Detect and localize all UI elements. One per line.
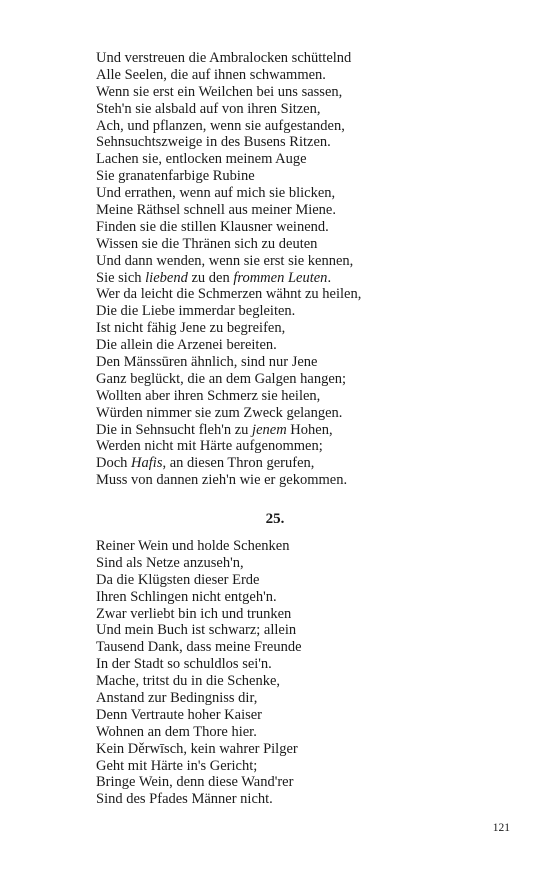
- line-text: Sind als Netze anzuseh'n,: [96, 554, 244, 571]
- line-text: Ihren Schlingen nicht entgeh'n.: [96, 588, 277, 605]
- poem-line: [96, 472, 496, 489]
- line-text: Mache, tritst du in die Schenke,: [96, 673, 281, 690]
- poem-line: [96, 758, 496, 775]
- poem-number: 25.: [265, 511, 285, 527]
- poem-line: [96, 555, 496, 572]
- line-text: Die in Sehnsucht fleh'n zu: [96, 421, 253, 438]
- line-text: Wer da leicht die Schmerzen wähnt zu heilen,: [96, 286, 362, 303]
- line-text: Wenn sie erst ein Weilchen bei uns sassen,: [96, 83, 343, 100]
- line-text: Sind des Pfades Männer nicht.: [96, 791, 273, 808]
- line-text: zu den: [187, 269, 234, 286]
- poem-line: [96, 253, 496, 270]
- line-text: Anstand zur Bedingniss dir,: [96, 690, 258, 707]
- line-text: Den Mänssūren ähnlich, sind nur Jene: [96, 354, 318, 371]
- poem-line: [96, 320, 496, 337]
- poem-line: [96, 371, 496, 388]
- line-text: Doch: [96, 455, 132, 472]
- poem-line: [96, 118, 496, 135]
- poem-line: [96, 707, 496, 724]
- poem-line: [96, 656, 496, 673]
- italic-phrase: jenem: [252, 421, 287, 438]
- poem-line: [96, 639, 496, 656]
- line-text: In der Stadt so schuldlos sei'n.: [96, 656, 272, 673]
- poem-line: [96, 67, 496, 84]
- italic-phrase: liebend: [145, 269, 188, 286]
- line-text: Wollten aber ihren Schmerz sie heilen,: [96, 387, 321, 404]
- poem-line: [96, 202, 496, 219]
- poem-line: [96, 219, 496, 236]
- line-text: Und mein Buch ist schwarz; allein: [96, 622, 297, 639]
- poem-line: [96, 741, 496, 758]
- line-text: Würden nimmer sie zum Zweck gelangen.: [96, 404, 343, 421]
- line-text: Kein Děrwīsch, kein wahrer Pilger: [96, 740, 298, 757]
- poem-line: [96, 405, 496, 422]
- poem-line: [96, 774, 496, 791]
- poem-line: [96, 84, 496, 101]
- poem-line: [96, 422, 496, 439]
- italic-phrase: Hafis: [131, 455, 163, 472]
- line-text: Ach, und pflanzen, wenn sie aufgestanden,: [96, 117, 345, 134]
- poem-line: [96, 337, 496, 354]
- poem-line: [96, 50, 496, 67]
- poem-line: [96, 572, 496, 589]
- line-text: Hohen,: [286, 421, 333, 438]
- poem-line: [96, 622, 496, 639]
- line-text: Sehnsuchtszweige in des Busens Ritzen.: [96, 134, 331, 151]
- poem-line: [96, 286, 496, 303]
- poem-line: [96, 455, 496, 472]
- poem-line: [96, 236, 496, 253]
- line-text: Bringe Wein, denn diese Wand'rer: [96, 774, 294, 791]
- poem-line: [96, 388, 496, 405]
- line-text: Wohnen an dem Thore hier.: [96, 723, 257, 740]
- poem-line: [96, 673, 496, 690]
- poem-stanza-continued: [96, 50, 496, 489]
- poem-line: [96, 606, 496, 623]
- line-text: Werden nicht mit Härte aufgenommen;: [96, 438, 323, 455]
- poem-line: [96, 185, 496, 202]
- line-text: Ganz beglückt, die an dem Galgen hangen;: [96, 370, 347, 387]
- poem-line: [96, 168, 496, 185]
- poem-line: [96, 690, 496, 707]
- line-text: Denn Vertraute hoher Kaiser: [96, 706, 263, 723]
- poem-line: [96, 538, 496, 555]
- poem-line: [96, 724, 496, 741]
- line-text: Die die Liebe immerdar begleiten.: [96, 303, 296, 320]
- line-text: Muss von dannen zieh'n wie er gekommen.: [96, 472, 348, 489]
- line-text: Und errathen, wenn auf mich sie blicken,: [96, 185, 336, 202]
- page-number: 121: [492, 822, 510, 834]
- line-text: Und dann wenden, wenn sie erst sie kennen,: [96, 252, 354, 269]
- line-text: Da die Klügsten dieser Erde: [96, 571, 260, 588]
- poem-line: [96, 270, 496, 287]
- line-text: Sie sich: [96, 269, 146, 286]
- poem-line: [96, 101, 496, 118]
- line-text: Reiner Wein und holde Schenken: [96, 538, 290, 554]
- line-text: Finden sie die stillen Klausner weinend.: [96, 218, 329, 235]
- poem-line: [96, 354, 496, 371]
- line-text: Alle Seelen, die auf ihnen schwammen.: [96, 66, 326, 83]
- poem-line: [96, 134, 496, 151]
- poem-line: [96, 438, 496, 455]
- line-text: Sie granatenfarbige Rubine: [96, 168, 255, 185]
- line-text: Steh'n sie alsbald auf von ihren Sitzen,: [96, 100, 321, 117]
- line-text: Lachen sie, entlocken meinem Auge: [96, 151, 307, 168]
- italic-phrase: frommen Leuten: [233, 269, 328, 286]
- line-text: Wissen sie die Thränen sich zu deuten: [96, 235, 318, 252]
- line-text: Ist nicht fähig Jene zu begreifen,: [96, 320, 286, 337]
- line-text: , an diesen Thron gerufen,: [162, 455, 315, 472]
- line-text: Tausend Dank, dass meine Freunde: [96, 639, 302, 656]
- poem-line: [96, 151, 496, 168]
- poem-line: [96, 303, 496, 320]
- line-text: Die allein die Arzenei bereiten.: [96, 337, 277, 354]
- line-text: Und verstreuen die Ambralocken schüttelnd: [96, 50, 352, 66]
- poem-line: [96, 791, 496, 808]
- line-text: .: [327, 269, 332, 286]
- poem-stanza-25: [96, 538, 496, 808]
- poem-line: [96, 589, 496, 606]
- line-text: Geht mit Härte in's Gericht;: [96, 757, 258, 774]
- line-text: Zwar verliebt bin ich und trunken: [96, 605, 292, 622]
- line-text: Meine Räthsel schnell aus meiner Miene.: [96, 202, 336, 219]
